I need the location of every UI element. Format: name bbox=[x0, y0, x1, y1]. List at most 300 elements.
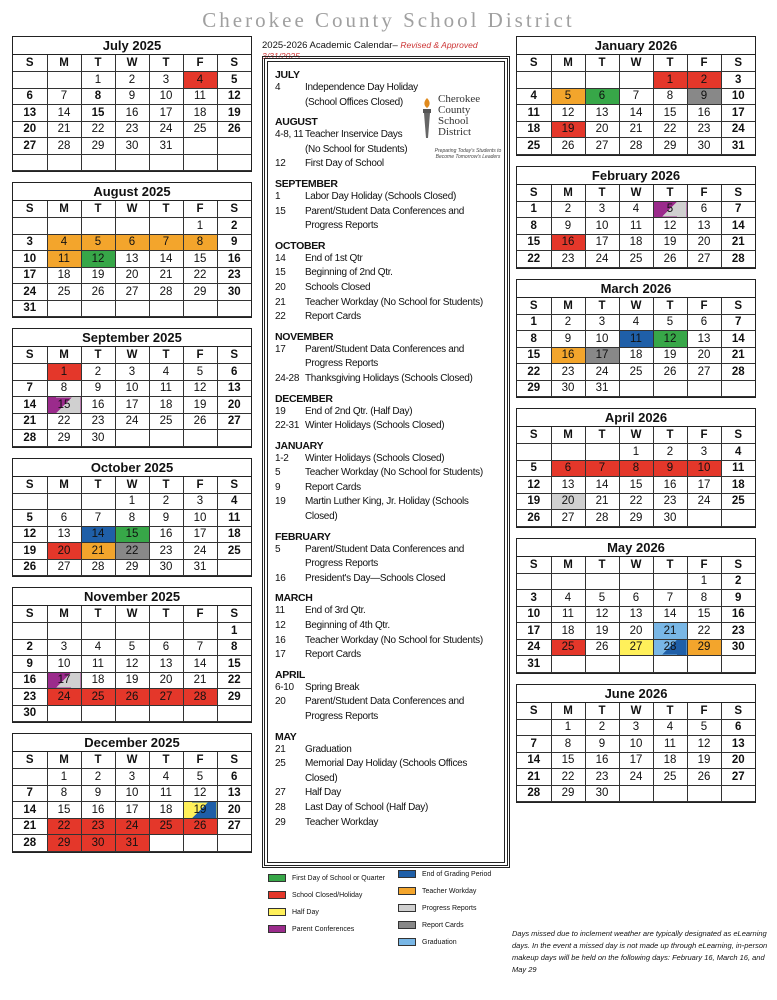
empty-day-cell bbox=[551, 72, 585, 89]
day-cell: 27 bbox=[687, 251, 721, 268]
day-cell: 3 bbox=[149, 72, 183, 89]
empty-day-cell bbox=[81, 154, 115, 171]
day-cell: 15 bbox=[517, 347, 551, 364]
day-cell: 28 bbox=[721, 251, 755, 268]
month-calendar-feb bbox=[516, 166, 756, 269]
day-cell: 14 bbox=[721, 331, 755, 348]
event-item bbox=[275, 219, 499, 234]
empty-day-cell bbox=[687, 510, 721, 527]
day-cell: 11 bbox=[81, 656, 115, 673]
month-title: May 2026 bbox=[517, 539, 755, 557]
day-cell: 1 bbox=[81, 72, 115, 89]
event-description: Thanksgiving Holidays (Schools Closed) bbox=[305, 372, 473, 384]
empty-day-cell bbox=[551, 573, 585, 590]
day-cell: 25 bbox=[619, 364, 653, 381]
empty-day-cell bbox=[81, 705, 115, 722]
day-cell: 14 bbox=[47, 105, 81, 122]
event-description: Half Day bbox=[305, 787, 341, 799]
month-calendar-jun bbox=[516, 684, 756, 804]
day-cell: 26 bbox=[183, 818, 217, 835]
day-cell: 1 bbox=[47, 769, 81, 786]
weekday-header: M bbox=[47, 752, 81, 769]
event-month-heading: OCTOBER bbox=[275, 239, 326, 252]
weekday-header: T bbox=[81, 606, 115, 623]
empty-day-cell bbox=[149, 835, 183, 852]
empty-day-cell bbox=[183, 623, 217, 640]
day-cell: 30 bbox=[551, 380, 585, 397]
weekday-header: M bbox=[551, 703, 585, 720]
day-cell: 9 bbox=[81, 785, 115, 802]
event-date: 21 bbox=[275, 296, 286, 308]
event-description: Parent/Student Data Conferences and bbox=[305, 696, 465, 708]
empty-day-cell bbox=[47, 154, 81, 171]
event-date: 17 bbox=[275, 649, 286, 661]
day-cell: 24 bbox=[585, 364, 619, 381]
day-cell: 6 bbox=[619, 590, 653, 607]
day-cell: 30 bbox=[585, 785, 619, 802]
day-cell: 10 bbox=[115, 380, 149, 397]
weekday-header: S bbox=[721, 557, 755, 574]
weekday-header: S bbox=[13, 55, 47, 72]
day-cell: 18 bbox=[517, 121, 551, 138]
empty-day-cell bbox=[653, 573, 687, 590]
color-legend bbox=[268, 870, 513, 950]
day-cell: 3 bbox=[517, 590, 551, 607]
event-month-heading: DECEMBER bbox=[275, 392, 333, 405]
legend-swatch bbox=[268, 925, 286, 933]
empty-day-cell bbox=[115, 623, 149, 640]
event-item bbox=[275, 266, 499, 281]
empty-day-cell bbox=[721, 380, 755, 397]
weekday-header: F bbox=[687, 298, 721, 315]
day-cell: 24 bbox=[183, 543, 217, 560]
empty-day-cell bbox=[47, 218, 81, 235]
day-cell: 20 bbox=[115, 267, 149, 284]
day-cell: 31 bbox=[585, 380, 619, 397]
day-cell: 27 bbox=[13, 138, 47, 155]
day-cell: 8 bbox=[551, 736, 585, 753]
empty-day-cell bbox=[619, 72, 653, 89]
day-cell: 2 bbox=[81, 364, 115, 381]
event-item bbox=[275, 816, 499, 831]
event-description: Spring Break bbox=[305, 681, 360, 693]
day-cell: 20 bbox=[47, 543, 81, 560]
weekday-header: S bbox=[721, 55, 755, 72]
district-title: Cherokee County School District bbox=[202, 8, 575, 32]
day-cell: 24 bbox=[619, 769, 653, 786]
day-cell: 2 bbox=[551, 314, 585, 331]
day-cell: 28 bbox=[149, 284, 183, 301]
logo-line-1: Cherokee bbox=[438, 93, 481, 105]
day-cell: 9 bbox=[687, 88, 721, 105]
day-cell: 29 bbox=[551, 785, 585, 802]
day-cell: 12 bbox=[517, 477, 551, 494]
day-cell: 6 bbox=[551, 460, 585, 477]
day-cell: 2 bbox=[585, 719, 619, 736]
day-cell: 2 bbox=[149, 493, 183, 510]
logo-line-3: School bbox=[438, 115, 469, 127]
day-cell: 23 bbox=[149, 543, 183, 560]
day-cell: 18 bbox=[47, 267, 81, 284]
month-calendar-nov bbox=[12, 587, 252, 723]
day-cell: 11 bbox=[183, 88, 217, 105]
day-cell: 4 bbox=[721, 444, 755, 461]
event-month-heading: NOVEMBER bbox=[275, 330, 334, 343]
day-cell: 24 bbox=[115, 818, 149, 835]
day-cell: 13 bbox=[551, 477, 585, 494]
day-cell: 13 bbox=[217, 785, 251, 802]
event-date: 29 bbox=[275, 816, 286, 828]
event-item bbox=[275, 205, 499, 220]
day-cell: 5 bbox=[585, 590, 619, 607]
day-cell: 19 bbox=[517, 493, 551, 510]
day-cell: 4 bbox=[619, 201, 653, 218]
day-cell: 18 bbox=[81, 672, 115, 689]
day-cell: 30 bbox=[687, 138, 721, 155]
empty-day-cell bbox=[149, 300, 183, 317]
weekday-header: F bbox=[183, 477, 217, 494]
month-title: January 2026 bbox=[517, 37, 755, 55]
day-cell: 20 bbox=[687, 347, 721, 364]
day-cell: 11 bbox=[619, 218, 653, 235]
day-cell: 15 bbox=[115, 526, 149, 543]
weekday-header: T bbox=[585, 298, 619, 315]
day-cell: 17 bbox=[115, 397, 149, 414]
empty-day-cell bbox=[81, 300, 115, 317]
empty-day-cell bbox=[47, 300, 81, 317]
day-cell: 4 bbox=[47, 234, 81, 251]
empty-day-cell bbox=[585, 573, 619, 590]
empty-day-cell bbox=[517, 72, 551, 89]
event-date: 16 bbox=[275, 634, 286, 646]
day-cell: 20 bbox=[619, 623, 653, 640]
torch-icon bbox=[418, 96, 436, 140]
day-cell: 1 bbox=[183, 218, 217, 235]
empty-day-cell bbox=[217, 300, 251, 317]
weekday-header: W bbox=[619, 557, 653, 574]
day-cell: 3 bbox=[47, 639, 81, 656]
weekday-header: T bbox=[81, 752, 115, 769]
day-cell: 12 bbox=[551, 105, 585, 122]
day-cell: 31 bbox=[149, 138, 183, 155]
legend-label: Graduation bbox=[422, 938, 457, 946]
event-month-heading: MARCH bbox=[275, 592, 313, 605]
day-cell: 22 bbox=[115, 543, 149, 560]
day-cell: 11 bbox=[47, 251, 81, 268]
legend-label: First Day of School or Quarter bbox=[292, 874, 385, 882]
event-description: Teacher Workday (No School for Students) bbox=[305, 467, 483, 479]
day-cell: 25 bbox=[619, 251, 653, 268]
day-cell: 5 bbox=[81, 234, 115, 251]
event-description: Progress Reports bbox=[305, 558, 379, 570]
day-cell: 17 bbox=[149, 105, 183, 122]
empty-day-cell bbox=[47, 623, 81, 640]
day-cell: 26 bbox=[653, 364, 687, 381]
day-cell: 5 bbox=[551, 88, 585, 105]
weekday-header: S bbox=[217, 55, 251, 72]
empty-day-cell bbox=[585, 72, 619, 89]
event-date: 5 bbox=[275, 543, 281, 555]
month-calendar-mar bbox=[516, 279, 756, 399]
weekday-header: W bbox=[619, 703, 653, 720]
day-cell: 18 bbox=[551, 623, 585, 640]
weekday-header: M bbox=[47, 55, 81, 72]
day-cell: 26 bbox=[183, 413, 217, 430]
weekday-header: T bbox=[149, 347, 183, 364]
event-item bbox=[275, 481, 499, 496]
event-item bbox=[275, 757, 499, 786]
month-calendar-apr bbox=[516, 408, 756, 528]
legend-item bbox=[268, 891, 362, 899]
weekday-header: T bbox=[585, 427, 619, 444]
day-cell: 15 bbox=[517, 234, 551, 251]
day-cell: 11 bbox=[217, 510, 251, 527]
weekday-header: F bbox=[183, 752, 217, 769]
inclement-weather-note: Days missed due to inclement weather are typically designated as eLearning days. In the event a missed day is not made up through eLearning, in-person makeup days will be held on the following days: February 16, March 16, and May 29 bbox=[512, 929, 768, 974]
day-cell: 26 bbox=[81, 284, 115, 301]
weekday-header: S bbox=[517, 55, 551, 72]
day-cell: 11 bbox=[653, 736, 687, 753]
empty-day-cell bbox=[721, 510, 755, 527]
month-title: July 2025 bbox=[13, 37, 251, 55]
event-date: 12 bbox=[275, 620, 286, 632]
weekday-header: F bbox=[687, 557, 721, 574]
day-cell: 9 bbox=[585, 736, 619, 753]
event-date: 20 bbox=[275, 696, 286, 708]
day-cell: 18 bbox=[183, 105, 217, 122]
day-cell: 8 bbox=[687, 590, 721, 607]
day-cell: 8 bbox=[47, 785, 81, 802]
weekday-header: F bbox=[687, 703, 721, 720]
day-cell: 4 bbox=[517, 88, 551, 105]
day-cell: 2 bbox=[81, 769, 115, 786]
empty-day-cell bbox=[619, 656, 653, 673]
day-cell: 5 bbox=[13, 510, 47, 527]
day-cell: 4 bbox=[619, 314, 653, 331]
month-calendar-sep bbox=[12, 328, 252, 448]
day-cell: 21 bbox=[47, 121, 81, 138]
event-date: 9 bbox=[275, 481, 281, 493]
day-cell: 19 bbox=[653, 347, 687, 364]
empty-day-cell bbox=[517, 719, 551, 736]
day-cell: 8 bbox=[619, 460, 653, 477]
day-cell: 3 bbox=[115, 364, 149, 381]
day-cell: 9 bbox=[217, 234, 251, 251]
event-item bbox=[275, 543, 499, 558]
day-cell: 11 bbox=[721, 460, 755, 477]
day-cell: 19 bbox=[183, 802, 217, 819]
day-cell: 10 bbox=[687, 460, 721, 477]
day-cell: 21 bbox=[149, 267, 183, 284]
day-cell: 15 bbox=[217, 656, 251, 673]
weekday-header: S bbox=[13, 752, 47, 769]
day-cell: 16 bbox=[585, 752, 619, 769]
day-cell: 19 bbox=[687, 752, 721, 769]
day-cell: 20 bbox=[149, 672, 183, 689]
day-cell: 5 bbox=[183, 364, 217, 381]
event-description: Beginning of 4th Qtr. bbox=[305, 620, 390, 632]
day-cell: 15 bbox=[183, 251, 217, 268]
legend-label: Half Day bbox=[292, 908, 319, 916]
empty-day-cell bbox=[183, 154, 217, 171]
event-description: Report Cards bbox=[305, 481, 361, 493]
event-description: Progress Reports bbox=[305, 220, 379, 232]
event-item bbox=[275, 604, 499, 619]
empty-day-cell bbox=[115, 218, 149, 235]
day-cell: 30 bbox=[653, 510, 687, 527]
legend-label: End of Grading Period bbox=[422, 870, 492, 878]
event-month-heading: SEPTEMBER bbox=[275, 177, 338, 190]
empty-day-cell bbox=[619, 573, 653, 590]
day-cell: 26 bbox=[585, 639, 619, 656]
day-cell: 2 bbox=[653, 444, 687, 461]
event-date: 27 bbox=[275, 787, 286, 799]
day-cell: 6 bbox=[115, 234, 149, 251]
empty-day-cell bbox=[149, 705, 183, 722]
day-cell: 30 bbox=[115, 138, 149, 155]
event-month-heading: MAY bbox=[275, 730, 297, 743]
day-cell: 20 bbox=[551, 493, 585, 510]
event-date: 20 bbox=[275, 281, 286, 293]
day-cell: 15 bbox=[81, 105, 115, 122]
day-cell: 9 bbox=[551, 218, 585, 235]
day-cell: 22 bbox=[551, 769, 585, 786]
empty-day-cell bbox=[149, 218, 183, 235]
day-cell: 25 bbox=[653, 769, 687, 786]
event-date: 17 bbox=[275, 343, 286, 355]
day-cell: 14 bbox=[13, 397, 47, 414]
day-cell: 1 bbox=[217, 623, 251, 640]
day-cell: 23 bbox=[551, 251, 585, 268]
weekday-header: W bbox=[115, 201, 149, 218]
weekday-header: S bbox=[217, 201, 251, 218]
day-cell: 19 bbox=[183, 397, 217, 414]
day-cell: 14 bbox=[721, 218, 755, 235]
day-cell: 9 bbox=[13, 656, 47, 673]
legend-item bbox=[398, 904, 476, 912]
empty-day-cell bbox=[687, 656, 721, 673]
empty-day-cell bbox=[183, 430, 217, 447]
month-title: December 2025 bbox=[13, 734, 251, 752]
empty-day-cell bbox=[115, 300, 149, 317]
day-cell: 12 bbox=[81, 251, 115, 268]
empty-day-cell bbox=[217, 138, 251, 155]
day-cell: 12 bbox=[653, 218, 687, 235]
legend-item bbox=[268, 874, 385, 882]
legend-item bbox=[268, 908, 319, 916]
day-cell: 22 bbox=[183, 267, 217, 284]
day-cell: 14 bbox=[149, 251, 183, 268]
day-cell: 7 bbox=[183, 639, 217, 656]
day-cell: 30 bbox=[81, 835, 115, 852]
empty-day-cell bbox=[115, 430, 149, 447]
event-date: 4-8, 11 bbox=[275, 129, 304, 141]
day-cell: 20 bbox=[585, 121, 619, 138]
day-cell: 8 bbox=[217, 639, 251, 656]
day-cell: 13 bbox=[585, 105, 619, 122]
legend-item bbox=[398, 921, 464, 929]
weekday-header: S bbox=[517, 427, 551, 444]
day-cell: 1 bbox=[517, 201, 551, 218]
day-cell: 23 bbox=[81, 818, 115, 835]
month-title: March 2026 bbox=[517, 280, 755, 298]
event-description: Teacher Workday (No School for Students) bbox=[305, 634, 483, 646]
day-cell: 10 bbox=[619, 736, 653, 753]
day-cell: 30 bbox=[217, 284, 251, 301]
day-cell: 1 bbox=[551, 719, 585, 736]
day-cell: 8 bbox=[115, 510, 149, 527]
day-cell: 22 bbox=[687, 623, 721, 640]
day-cell: 26 bbox=[517, 510, 551, 527]
weekday-header: S bbox=[517, 185, 551, 202]
weekday-header: T bbox=[653, 557, 687, 574]
event-description: Report Cards bbox=[305, 649, 361, 661]
day-cell: 4 bbox=[149, 769, 183, 786]
event-description: Teacher Inservice Days bbox=[305, 129, 403, 141]
empty-day-cell bbox=[217, 154, 251, 171]
day-cell: 24 bbox=[47, 689, 81, 706]
empty-day-cell bbox=[585, 444, 619, 461]
month-title: November 2025 bbox=[13, 588, 251, 606]
day-cell: 23 bbox=[81, 413, 115, 430]
empty-day-cell bbox=[517, 573, 551, 590]
day-cell: 16 bbox=[217, 251, 251, 268]
day-cell: 27 bbox=[217, 818, 251, 835]
day-cell: 13 bbox=[47, 526, 81, 543]
day-cell: 8 bbox=[47, 380, 81, 397]
month-calendar-oct bbox=[12, 458, 252, 578]
day-cell: 10 bbox=[47, 656, 81, 673]
month-calendar-jul bbox=[12, 36, 252, 172]
event-item bbox=[275, 281, 499, 296]
weekday-header: T bbox=[653, 55, 687, 72]
event-date: 1-2 bbox=[275, 452, 289, 464]
event-description: End of 2nd Qtr. (Half Day) bbox=[305, 405, 413, 417]
day-cell: 21 bbox=[81, 543, 115, 560]
day-cell: 15 bbox=[687, 606, 721, 623]
day-cell: 6 bbox=[585, 88, 619, 105]
logo-line-4: District bbox=[438, 126, 471, 138]
empty-day-cell bbox=[653, 785, 687, 802]
weekday-header: T bbox=[81, 55, 115, 72]
weekday-header: T bbox=[585, 185, 619, 202]
event-date bbox=[275, 219, 305, 234]
month-title: April 2026 bbox=[517, 409, 755, 427]
right-calendar-column bbox=[516, 36, 756, 813]
empty-day-cell bbox=[217, 430, 251, 447]
event-description: Martin Luther King, Jr. Holiday (Schools Closed) bbox=[305, 496, 469, 523]
day-cell: 22 bbox=[81, 121, 115, 138]
weekday-header: T bbox=[585, 55, 619, 72]
day-cell: 27 bbox=[619, 639, 653, 656]
day-cell: 18 bbox=[217, 526, 251, 543]
day-cell: 18 bbox=[149, 397, 183, 414]
weekday-header: M bbox=[551, 55, 585, 72]
day-cell: 14 bbox=[183, 656, 217, 673]
day-cell: 27 bbox=[585, 138, 619, 155]
day-cell: 23 bbox=[687, 121, 721, 138]
weekday-header: F bbox=[183, 201, 217, 218]
weekday-header: T bbox=[149, 201, 183, 218]
event-date: 12 bbox=[275, 158, 286, 170]
day-cell: 17 bbox=[13, 267, 47, 284]
day-cell: 31 bbox=[183, 559, 217, 576]
event-description: Independence Day Holiday bbox=[305, 82, 418, 93]
empty-day-cell bbox=[13, 493, 47, 510]
empty-day-cell bbox=[149, 430, 183, 447]
empty-day-cell bbox=[585, 656, 619, 673]
day-cell: 23 bbox=[653, 493, 687, 510]
